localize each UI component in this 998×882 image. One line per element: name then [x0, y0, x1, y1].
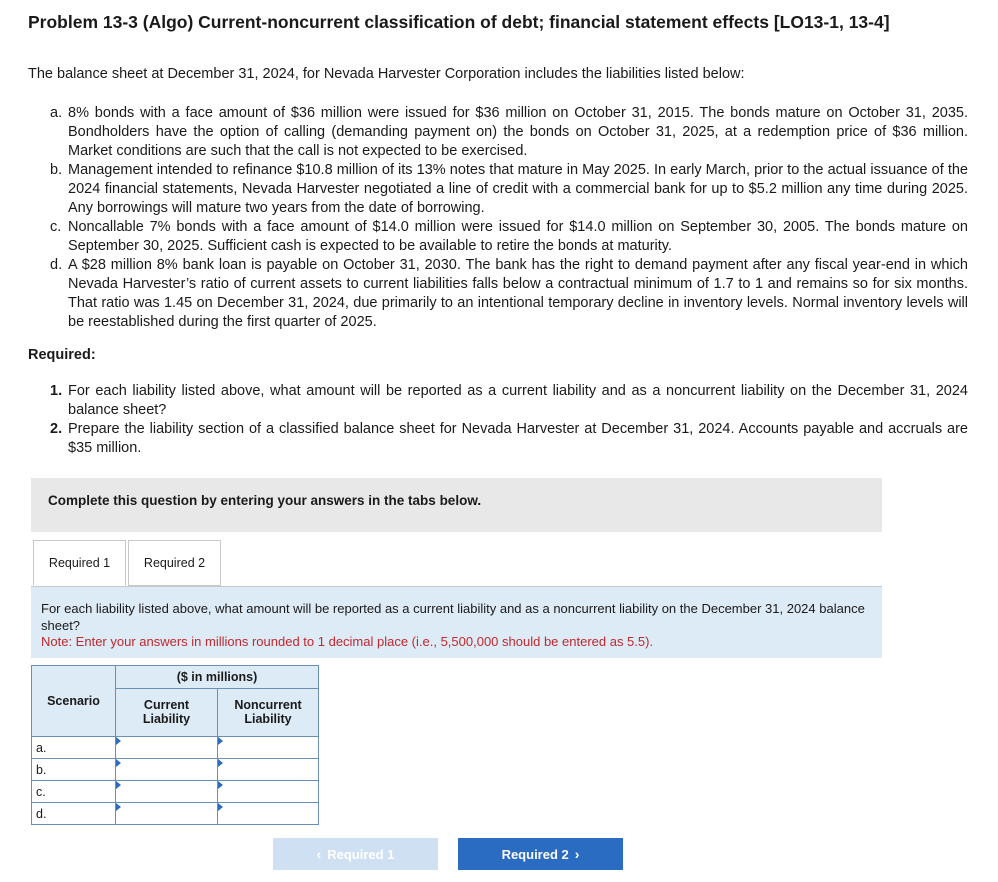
- list-item: [50, 382, 968, 420]
- requirement-text: For each liability listed above, what amount will be reported as a current liability and as a noncurrent liability on the December 31, 2024 balance sheet?: [68, 383, 968, 418]
- noncurrent-liability-input[interactable]: [218, 737, 318, 758]
- tab-required-2[interactable]: Required 2: [128, 540, 221, 586]
- requirement-label: 2.: [50, 421, 63, 437]
- question-panel: [31, 586, 882, 658]
- tab-required-1[interactable]: Required 1: [33, 540, 126, 586]
- list-item: [50, 256, 968, 332]
- previous-button-label: Required 1: [327, 846, 395, 862]
- noncurrent-liability-input[interactable]: [218, 759, 318, 780]
- noncurrent-liability-input[interactable]: [218, 781, 318, 802]
- current-cell[interactable]: [116, 759, 218, 781]
- noncurrent-cell[interactable]: [218, 759, 319, 781]
- chevron-right-icon: ›: [574, 846, 580, 862]
- requirement-label: 1.: [50, 383, 63, 399]
- previous-button[interactable]: [273, 838, 438, 870]
- requirements-list: [50, 382, 968, 458]
- item-label: a.: [50, 105, 63, 121]
- next-button[interactable]: [458, 838, 623, 870]
- required-heading: Required:: [28, 347, 96, 363]
- item-text: 8% bonds with a face amount of $36 million were issued for $36 million on October 31, 2015. The bonds mature on October 31, 2035. Bondholders have the option of calling (demanding payment on) the bonds on October 31, 2025, at a redemption price of $36 million. Market conditions are such that the call is not expected to be exercised.: [68, 105, 968, 159]
- noncurrent-cell[interactable]: [218, 737, 319, 759]
- liability-list: [50, 104, 968, 332]
- scenario-cell: d.: [32, 803, 116, 825]
- item-text: Noncallable 7% bonds with a face amount of $14.0 million were issued for $14.0 million on September 30, 2005. The bonds mature on September 30, 2025. Sufficient cash is expected to be available to retire the bonds at maturity.: [68, 219, 968, 254]
- complete-banner: [31, 478, 882, 532]
- noncurrent-cell[interactable]: [218, 781, 319, 803]
- scenario-cell: a.: [32, 737, 116, 759]
- table-row: [32, 759, 319, 781]
- current-liability-input[interactable]: [116, 737, 217, 758]
- chevron-left-icon: ‹: [316, 846, 322, 862]
- current-liability-header: Current Liability: [116, 688, 218, 736]
- group-header: ($ in millions): [116, 666, 319, 689]
- current-liability-input[interactable]: [116, 759, 217, 780]
- item-text: A $28 million 8% bank loan is payable on October 31, 2030. The bank has the right to demand payment after any fiscal year-end in which Nevada Harvester’s ratio of current assets to current liabilities falls below a contractual minimum of 1.7 to 1 and remains so for six months. That ratio was 1.45 on December 31, 2024, due primarily to an intentional temporary decline in inventory levels. Normal inventory levels will be reestablished during the first quarter of 2025.: [68, 257, 968, 330]
- next-button-label: Required 2: [501, 846, 569, 862]
- current-liability-input[interactable]: [116, 803, 217, 824]
- answer-table: [31, 665, 319, 825]
- item-label: d.: [50, 257, 63, 273]
- scenario-cell: b.: [32, 759, 116, 781]
- table-row: [32, 781, 319, 803]
- intro-text: The balance sheet at December 31, 2024, for Nevada Harvester Corporation includes the liabilities listed below:: [28, 66, 745, 82]
- list-item: [50, 104, 968, 161]
- problem-title: Problem 13-3 (Algo) Current-noncurrent classification of debt; financial statement effects [LO13-1, 13-4]: [28, 12, 890, 32]
- current-cell[interactable]: [116, 737, 218, 759]
- current-cell[interactable]: [116, 781, 218, 803]
- question-text: For each liability listed above, what amount will be reported as a current liability and as a noncurrent liability on the December 31, 2024 balance sheet?: [41, 601, 865, 633]
- table-row: [32, 737, 319, 759]
- item-text: Management intended to refinance $10.8 million of its 13% notes that mature in May 2025. In early March, prior to the actual issuance of the 2024 financial statements, Nevada Harvester negotiated a line of credit with a commercial bank for up to $5.2 million any time during 2025. Any borrowings will mature two years from the date of borrowing.: [68, 162, 968, 216]
- list-item: [50, 218, 968, 256]
- complete-banner-text: Complete this question by entering your answers in the tabs below.: [48, 493, 482, 508]
- list-item: [50, 161, 968, 218]
- list-item: [50, 420, 968, 458]
- scenario-header: Scenario: [32, 666, 116, 737]
- noncurrent-liability-header: Noncurrent Liability: [218, 688, 319, 736]
- current-liability-input[interactable]: [116, 781, 217, 802]
- scenario-cell: c.: [32, 781, 116, 803]
- noncurrent-cell[interactable]: [218, 803, 319, 825]
- note-text: Note: Enter your answers in millions rounded to 1 decimal place (i.e., 5,500,000 should be entered as 5.5).: [41, 634, 654, 649]
- requirement-text: Prepare the liability section of a classified balance sheet for Nevada Harvester at December 31, 2024. Accounts payable and accruals are $35 million.: [68, 421, 968, 456]
- current-cell[interactable]: [116, 803, 218, 825]
- item-label: c.: [50, 219, 62, 235]
- noncurrent-liability-input[interactable]: [218, 803, 318, 824]
- table-row: [32, 803, 319, 825]
- item-label: b.: [50, 162, 63, 178]
